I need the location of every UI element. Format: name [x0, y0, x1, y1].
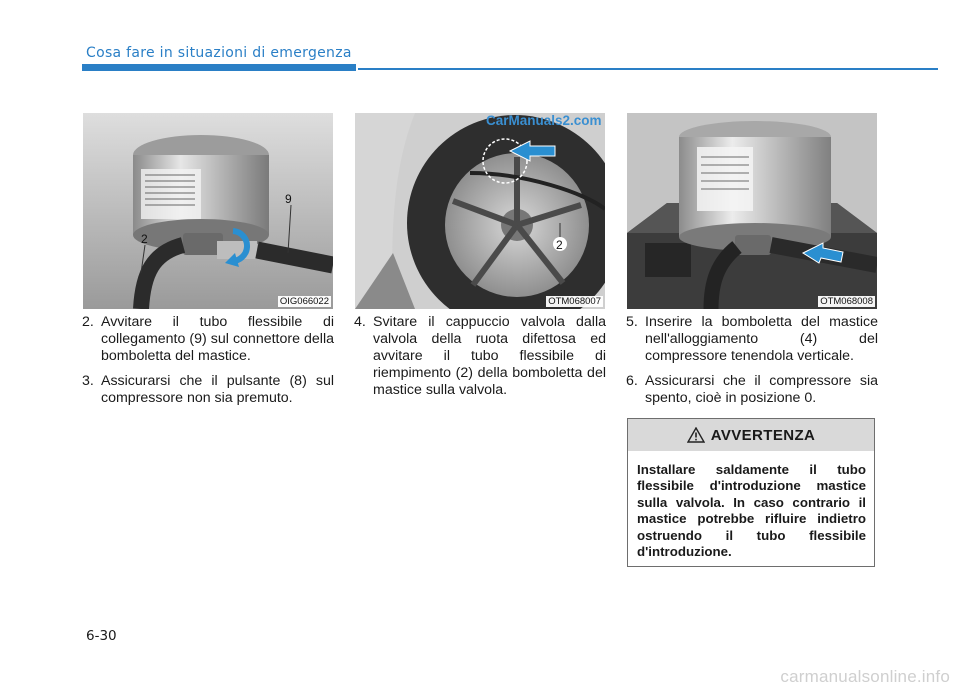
step-text: Svitare il cappuccio valvola dalla valvola della ruota difettosa ed avvitare il tubo flessibile di riempimento (2) della bomboletta del mastice sulla valvola.	[373, 314, 606, 398]
warning-text: Installare saldamente il tubo flessibile d'introduzione mastice sulla valvola. In caso contrario il mastice potrebbe rifluire indietro ostruendo il tubo flessibile d'introduzione.	[637, 462, 866, 560]
header-rule-thin	[358, 68, 938, 70]
section-title: Cosa fare in situazioni di emergenza	[86, 45, 352, 61]
step-number: 4.	[354, 314, 366, 330]
step-text: Inserire la bomboletta del mastice nell'alloggiamento (4) del compressore tenendola verticale.	[645, 314, 878, 364]
step-number: 5.	[626, 314, 638, 330]
figure-wheel-valve	[355, 113, 605, 309]
figure-code: OIG066022	[279, 296, 329, 307]
figure-code: OTM068007	[548, 296, 601, 307]
header-rule-thick	[82, 64, 356, 71]
step-text: Assicurarsi che il compressore sia spento, cioè in posizione 0.	[645, 373, 878, 406]
callout-2: 2	[556, 238, 563, 252]
step-item	[626, 373, 878, 407]
step-text: Assicurarsi che il pulsante (8) sul compressore non sia premuto.	[101, 373, 334, 406]
step-text: Avvitare il tubo flessibile di collegamento (9) sul connettore della bomboletta del mastice.	[101, 314, 334, 364]
callout-2: 2	[141, 232, 148, 246]
figure-code: OTM068008	[820, 296, 873, 307]
step-number: 3.	[82, 373, 94, 389]
steps-column-1	[82, 314, 334, 415]
image-watermark: CarManuals2.com	[486, 113, 602, 128]
page-number: 6-30	[86, 628, 117, 644]
step-item	[82, 373, 334, 407]
step-item	[82, 314, 334, 365]
step-number: 6.	[626, 373, 638, 389]
callout-9: 9	[285, 192, 292, 206]
steps-column-2	[354, 314, 606, 407]
step-number: 2.	[82, 314, 94, 330]
step-item	[626, 314, 878, 365]
figure-sealant-hose	[83, 113, 333, 309]
warning-title: AVVERTENZA	[710, 426, 816, 444]
warning-triangle-icon	[687, 427, 705, 443]
figure-compressor-bottle	[627, 113, 877, 309]
footer-watermark: carmanualsonline.info	[780, 667, 950, 686]
step-item	[354, 314, 606, 399]
warning-box	[627, 418, 875, 567]
warning-header	[628, 419, 874, 451]
steps-column-3	[626, 314, 878, 415]
